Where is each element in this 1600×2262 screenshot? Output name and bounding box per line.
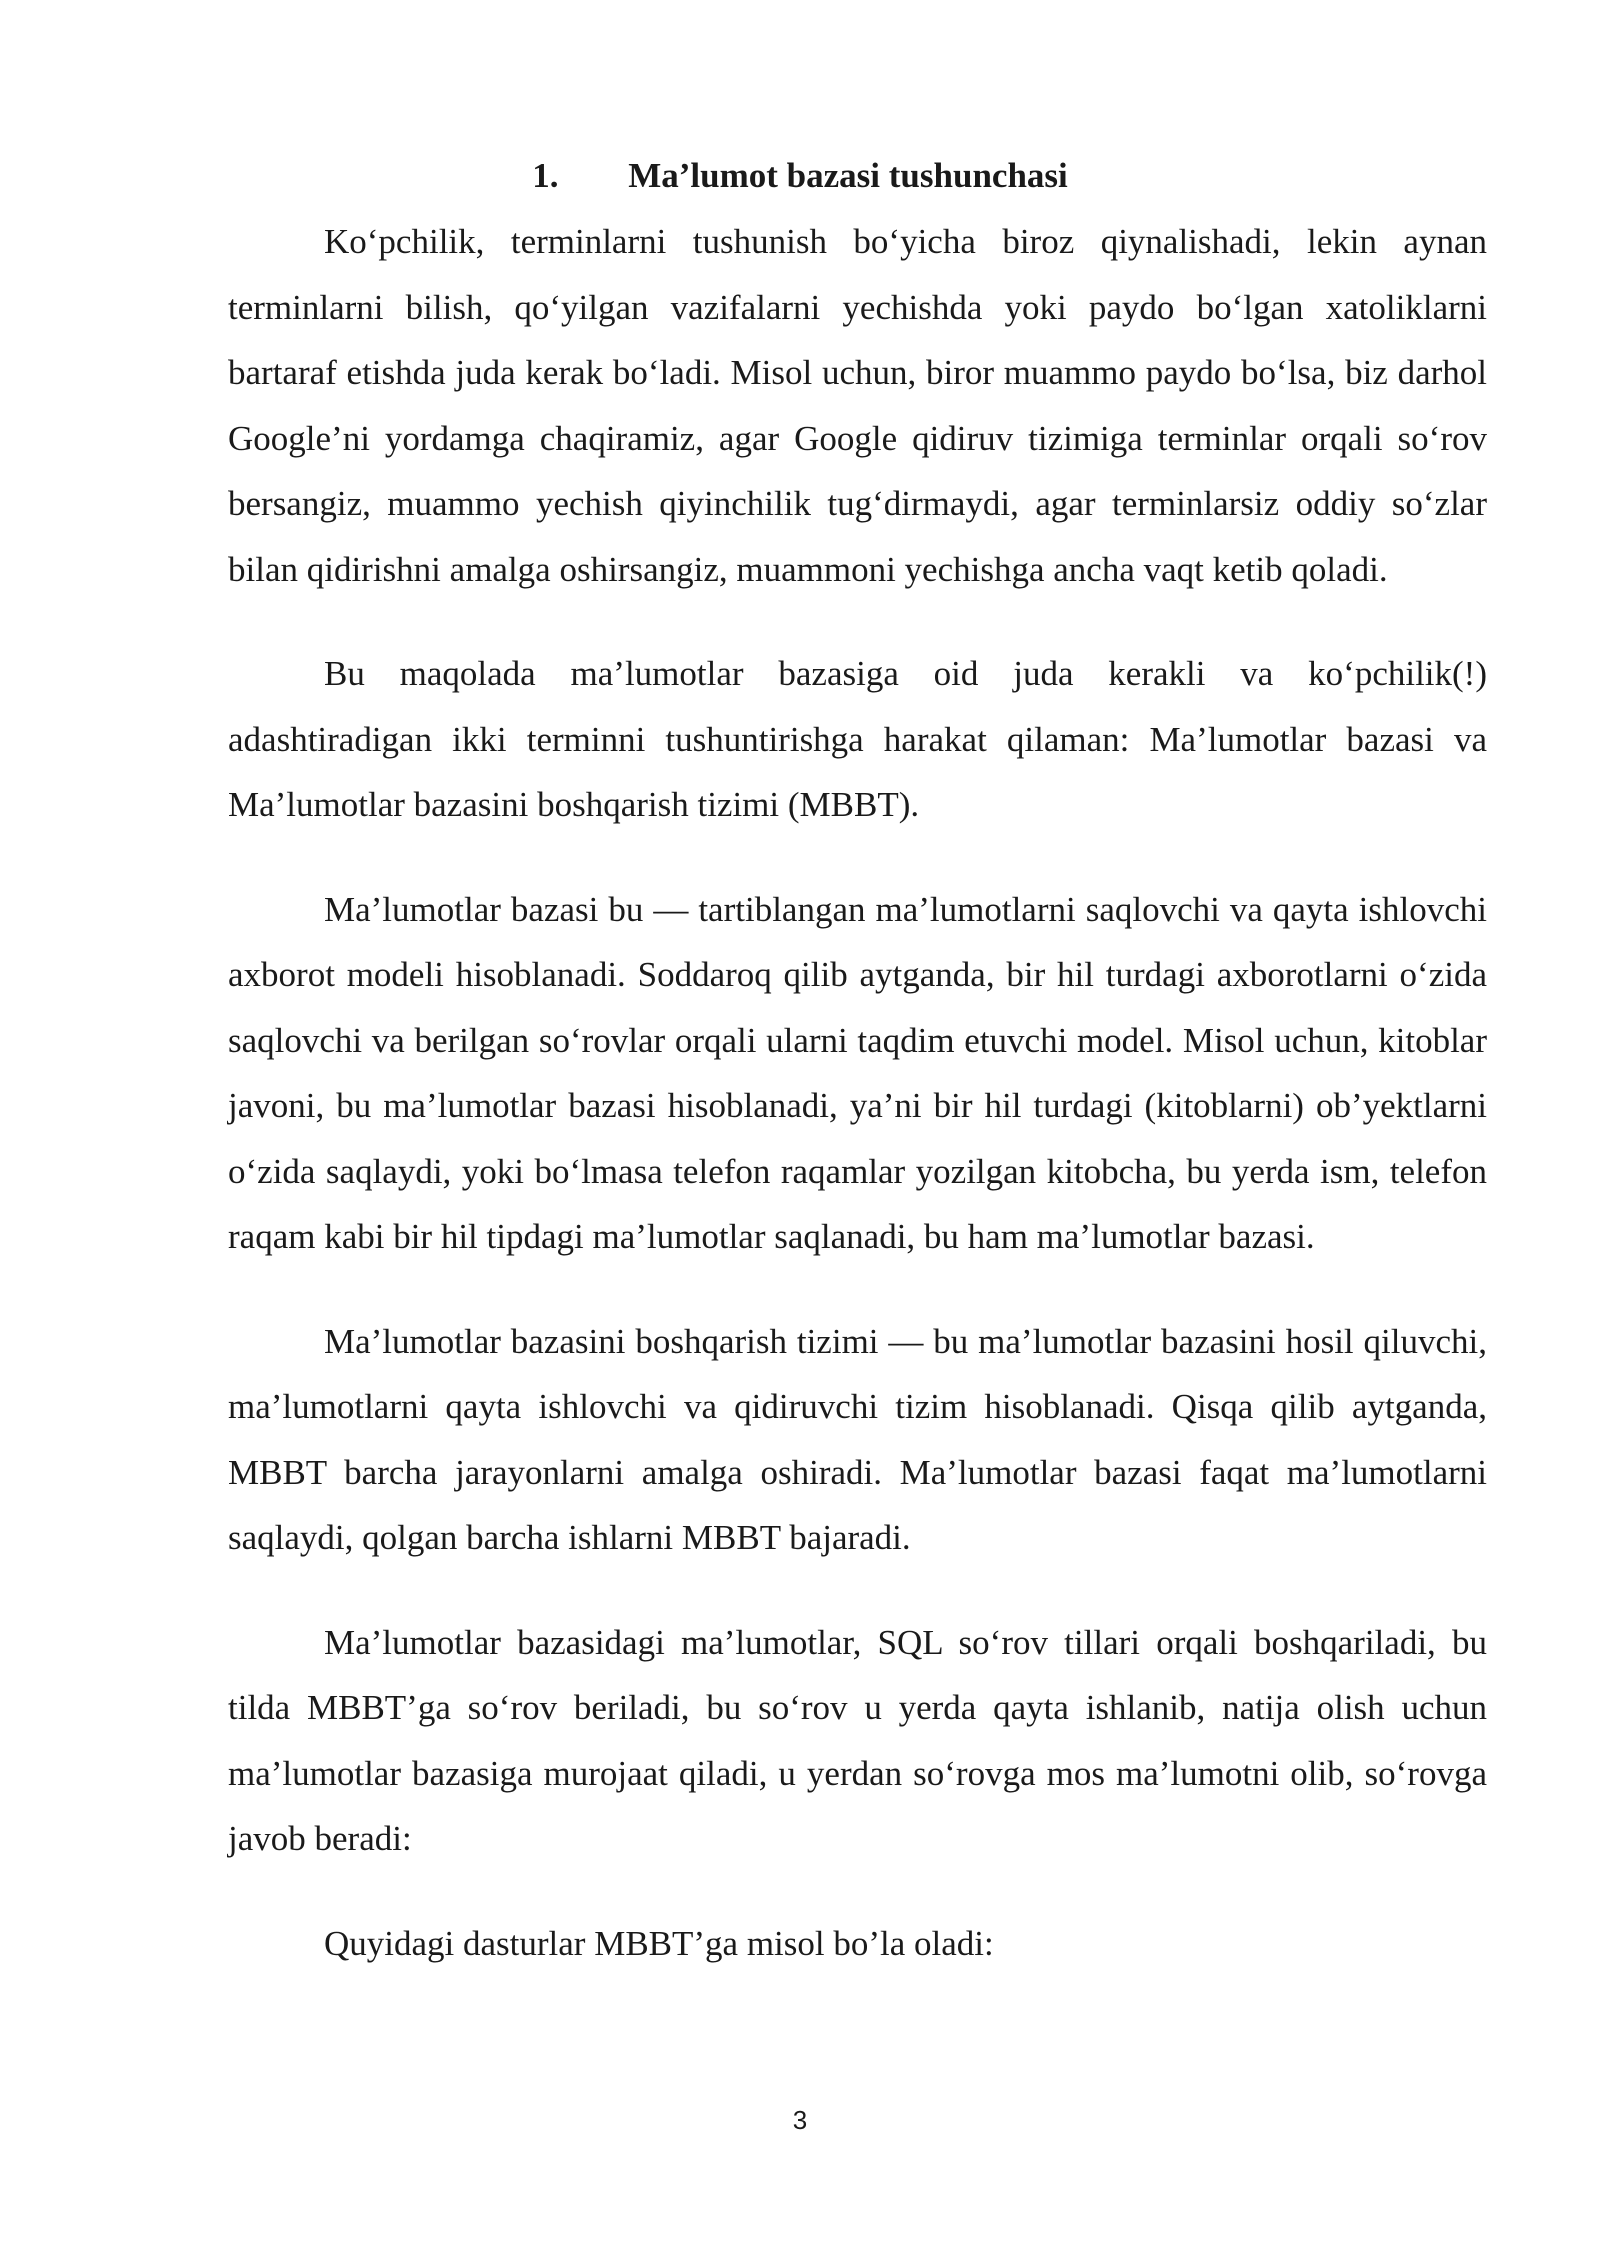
section-number: 1.: [532, 156, 559, 195]
paragraph-dbms-definition: Ma’lumotlar bazasini boshqarish tizimi — bu ma’lumotlar bazasini hosil qiluvchi, ma’lumotlarni qayta ishlovchi va qidiruvchi tizim hisoblanadi. Qisqa qilib aytganda, MBBT barcha jarayonlarni amalga oshiradi. Ma’lumotlar bazasi faqat ma’lumotlarni saqlaydi, qolgan barcha ishlarni MBBT bajaradi.: [228, 1321, 1487, 1557]
section-title: Ma’lumot bazasi tushunchasi: [628, 156, 1068, 195]
paragraph-sql: Ma’lumotlar bazasidagi ma’lumotlar, SQL so‘rov tillari orqali boshqariladi, bu tilda MBBT’ga so‘rov beriladi, bu so‘rov u yerda qayta ishlanib, natija olish uchun ma’lumotlar bazasiga murojaat qiladi, u yerdan so‘rovga mos ma’lumotni olib, so‘rovga javob beradi:: [228, 1622, 1487, 1858]
section-heading: [0, 150, 1600, 202]
paragraph-article-intro: Bu maqolada ma’lumotlar bazasiga oid juda kerakli va ko‘pchilik(!) adashtiradigan ikki terminni tushuntirishga harakat qilaman: Ma’lumotlar bazasi va Ma’lumotlar bazasini boshqarish tizimi (MBBT).: [228, 654, 1487, 824]
body-text: [228, 209, 1487, 1976]
paragraph-examples-intro: Quyidagi dasturlar MBBT’ga misol bo’la oladi:: [324, 1923, 994, 1963]
page-number: 3: [792, 2105, 808, 2135]
paragraph-terminology: Ko‘pchilik, terminlarni tushunish bo‘yicha biroz qiynalishadi, lekin aynan terminlarni bilish, qo‘yilgan vazifalarni yechishda yoki paydo bo‘lgan xatoliklarni bartaraf etishda juda kerak bo‘ladi. Misol uchun, biror muammo paydo bo‘lsa, biz darhol Google’ni yordamga chaqiramiz, agar Google qidiruv tizimiga terminlar orqali so‘rov bersangiz, muammo yechish qiyinchilik tug‘dirmaydi, agar terminlarsiz oddiy so‘zlar bilan qidirishni amalga oshirsangiz, muammoni yechishga ancha vaqt ketib qoladi.: [228, 222, 1487, 589]
paragraph-database-definition: Ma’lumotlar bazasi bu — tartiblangan ma’lumotlarni saqlovchi va qayta ishlovchi axborot modeli hisoblanadi. Soddaroq qilib aytganda, bir hil turdagi axborotlarni o‘zida saqlovchi va berilgan so‘rovlar orqali ularni taqdim etuvchi model. Misol uchun, kitoblar javoni, bu ma’lumotlar bazasi hisoblanadi, ya’ni bir hil turdagi (kitoblarni) ob’yektlarni o‘zida saqlaydi, yoki bo‘lmasa telefon raqamlar yozilgan kitobcha, bu yerda ism, telefon raqam kabi bir hil tipdagi ma’lumotlar saqlanadi, bu ham ma’lumotlar bazasi.: [228, 889, 1487, 1256]
